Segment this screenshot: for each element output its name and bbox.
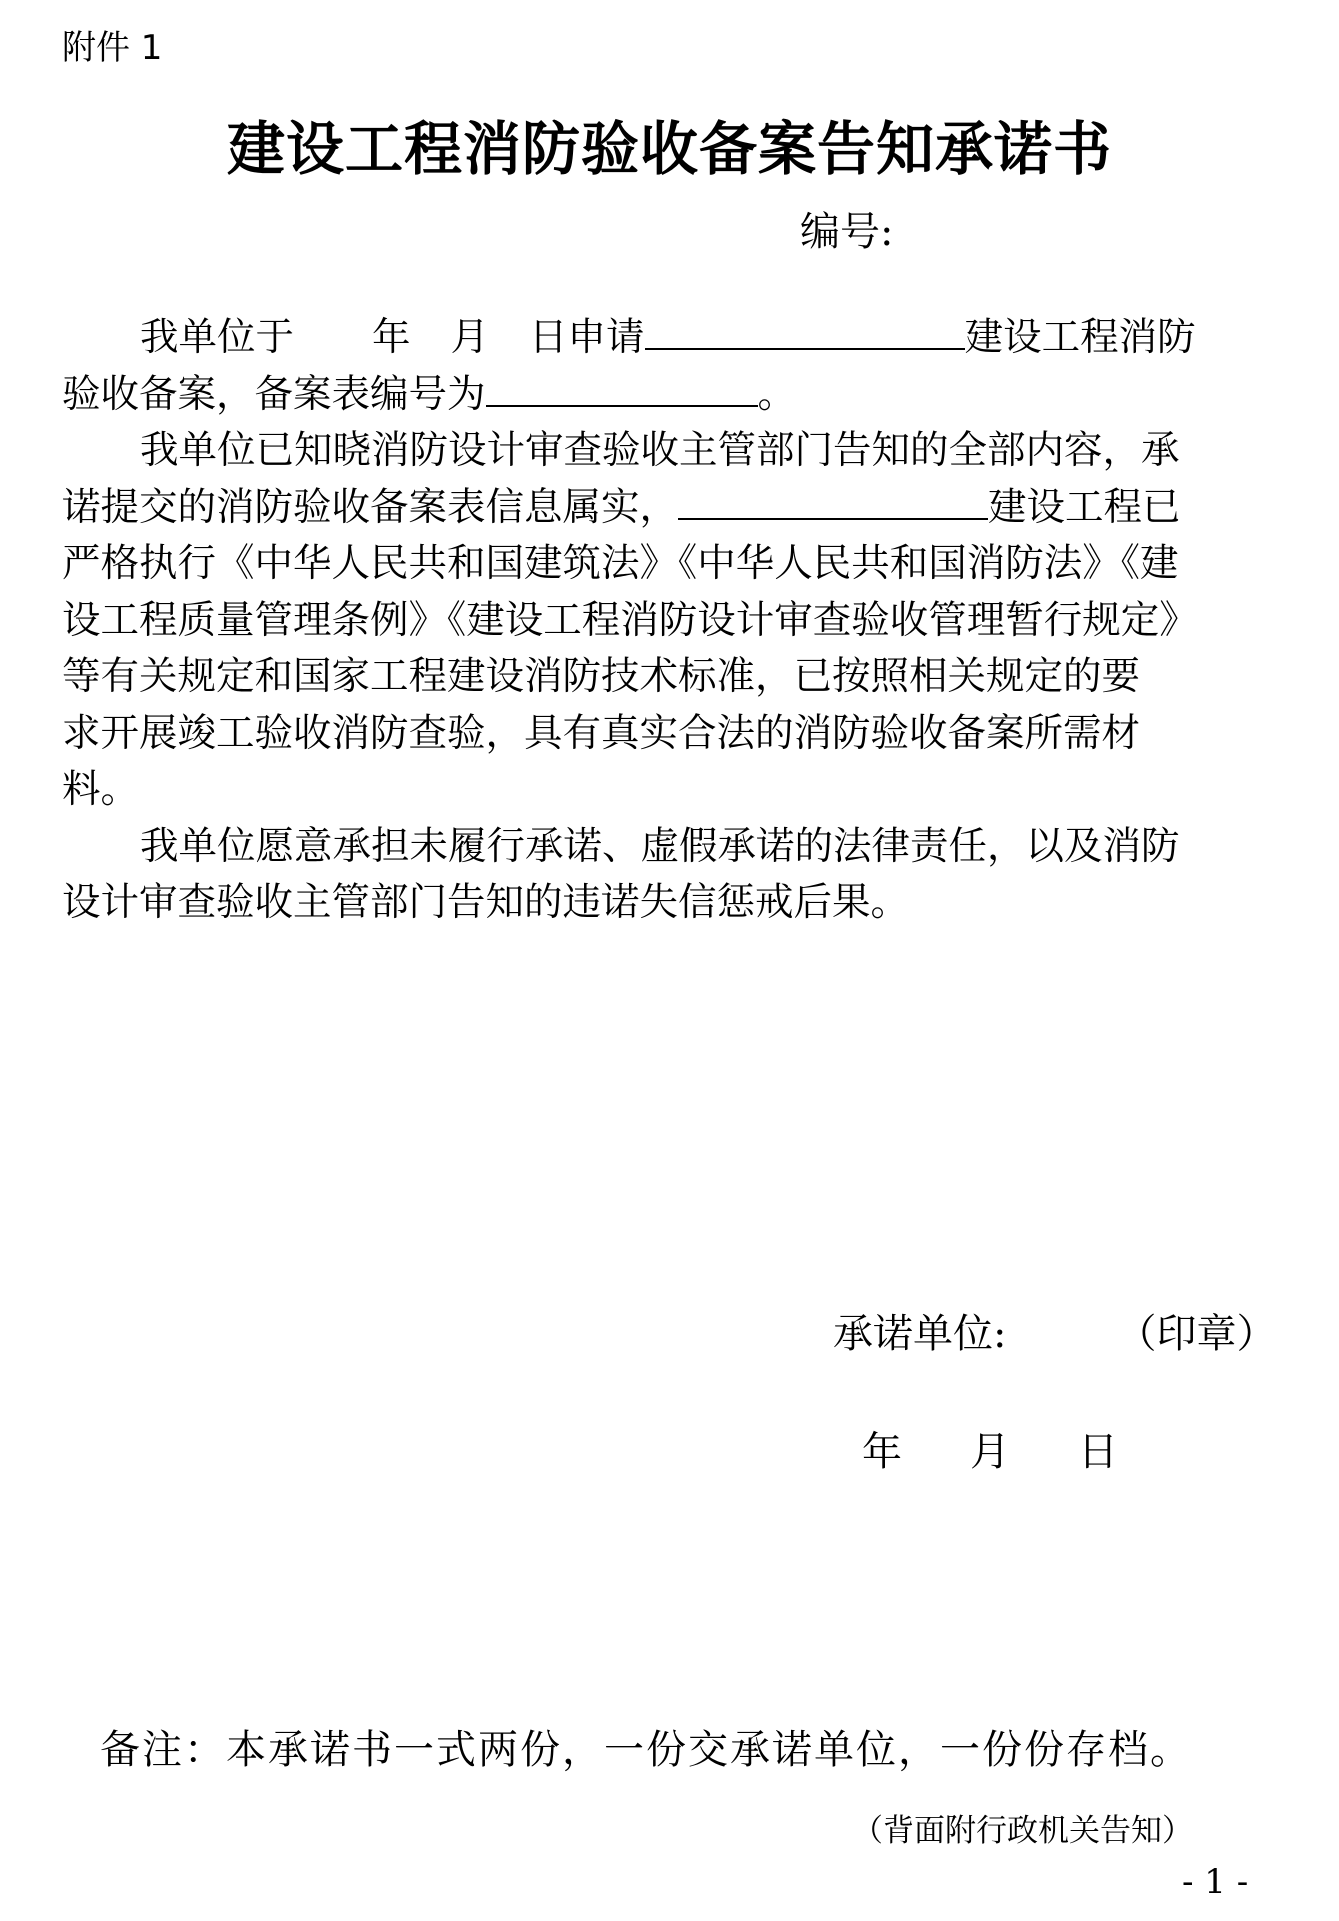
month-label: 月: [450, 315, 490, 360]
paragraph-3-line-1: 我单位愿意承担未履行承诺、虚假承诺的法律责任，以及消防: [140, 823, 1180, 869]
document-body: [62, 310, 1312, 932]
sign-day-label: 日: [1078, 1429, 1118, 1475]
signature-date: [862, 1420, 1118, 1477]
paragraph-1-line-2: [62, 367, 1312, 424]
page-number: - 1 -: [1182, 1862, 1249, 1902]
promise-suffix: 建设工程已: [988, 484, 1181, 530]
back-page-note: （背面附行政机关告知）: [852, 1813, 1193, 1849]
attachment-label: 附件 1: [62, 28, 163, 68]
paragraph-2-line-3: 严格执行《中华人民共和国建筑法》《中华人民共和国消防法》《建: [62, 541, 1179, 586]
project-name-blank-2[interactable]: [678, 517, 988, 520]
day-apply-label: 日申请: [529, 315, 645, 360]
record-number-prefix: 验收备案，备案表编号为: [62, 371, 486, 417]
seal-label: （印章）: [1116, 1311, 1277, 1357]
number-label: 编号:: [800, 209, 894, 255]
project-suffix: 建设工程消防: [964, 315, 1196, 360]
sign-month-label: 月: [970, 1429, 1010, 1475]
project-name-blank[interactable]: [645, 347, 965, 350]
document-title: 建设工程消防验收备案告知承诺书: [226, 115, 1112, 183]
apply-prefix: 我单位于: [140, 315, 295, 360]
promise-prefix: 诺提交的消防验收备案表信息属实，: [62, 484, 679, 530]
record-number-end: 。: [757, 371, 797, 417]
year-label: 年: [372, 315, 411, 360]
sign-year-label: 年: [862, 1429, 902, 1475]
paragraph-3-line-2: 设计审查验收主管部门告知的违诺失信惩戒后果。: [62, 880, 910, 925]
promise-unit-label: 承诺单位:: [833, 1311, 1007, 1357]
record-number-blank[interactable]: [486, 404, 758, 407]
paragraph-2-line-6: 求开展竣工验收消防查验，具有真实合法的消防验收备案所需材: [62, 710, 1141, 756]
signature-row: [833, 1302, 1276, 1359]
paragraph-2-line-7: 料。: [62, 767, 140, 812]
paragraph-2-line-5: 等有关规定和国家工程建设消防技术标准，已按照相关规定的要: [62, 654, 1141, 699]
remark-note: 备注：本承诺书一式两份，一份交承诺单位，一份份存档。: [100, 1727, 1192, 1773]
paragraph-1-line-1: [62, 310, 1312, 367]
paragraph-2-line-4: 设工程质量管理条例》《建设工程消防设计审查验收管理暂行规定》: [62, 597, 1198, 643]
paragraph-2-line-1: 我单位已知晓消防设计审查验收主管部门告知的全部内容，承: [140, 428, 1180, 473]
paragraph-2-line-2: [62, 480, 1312, 537]
